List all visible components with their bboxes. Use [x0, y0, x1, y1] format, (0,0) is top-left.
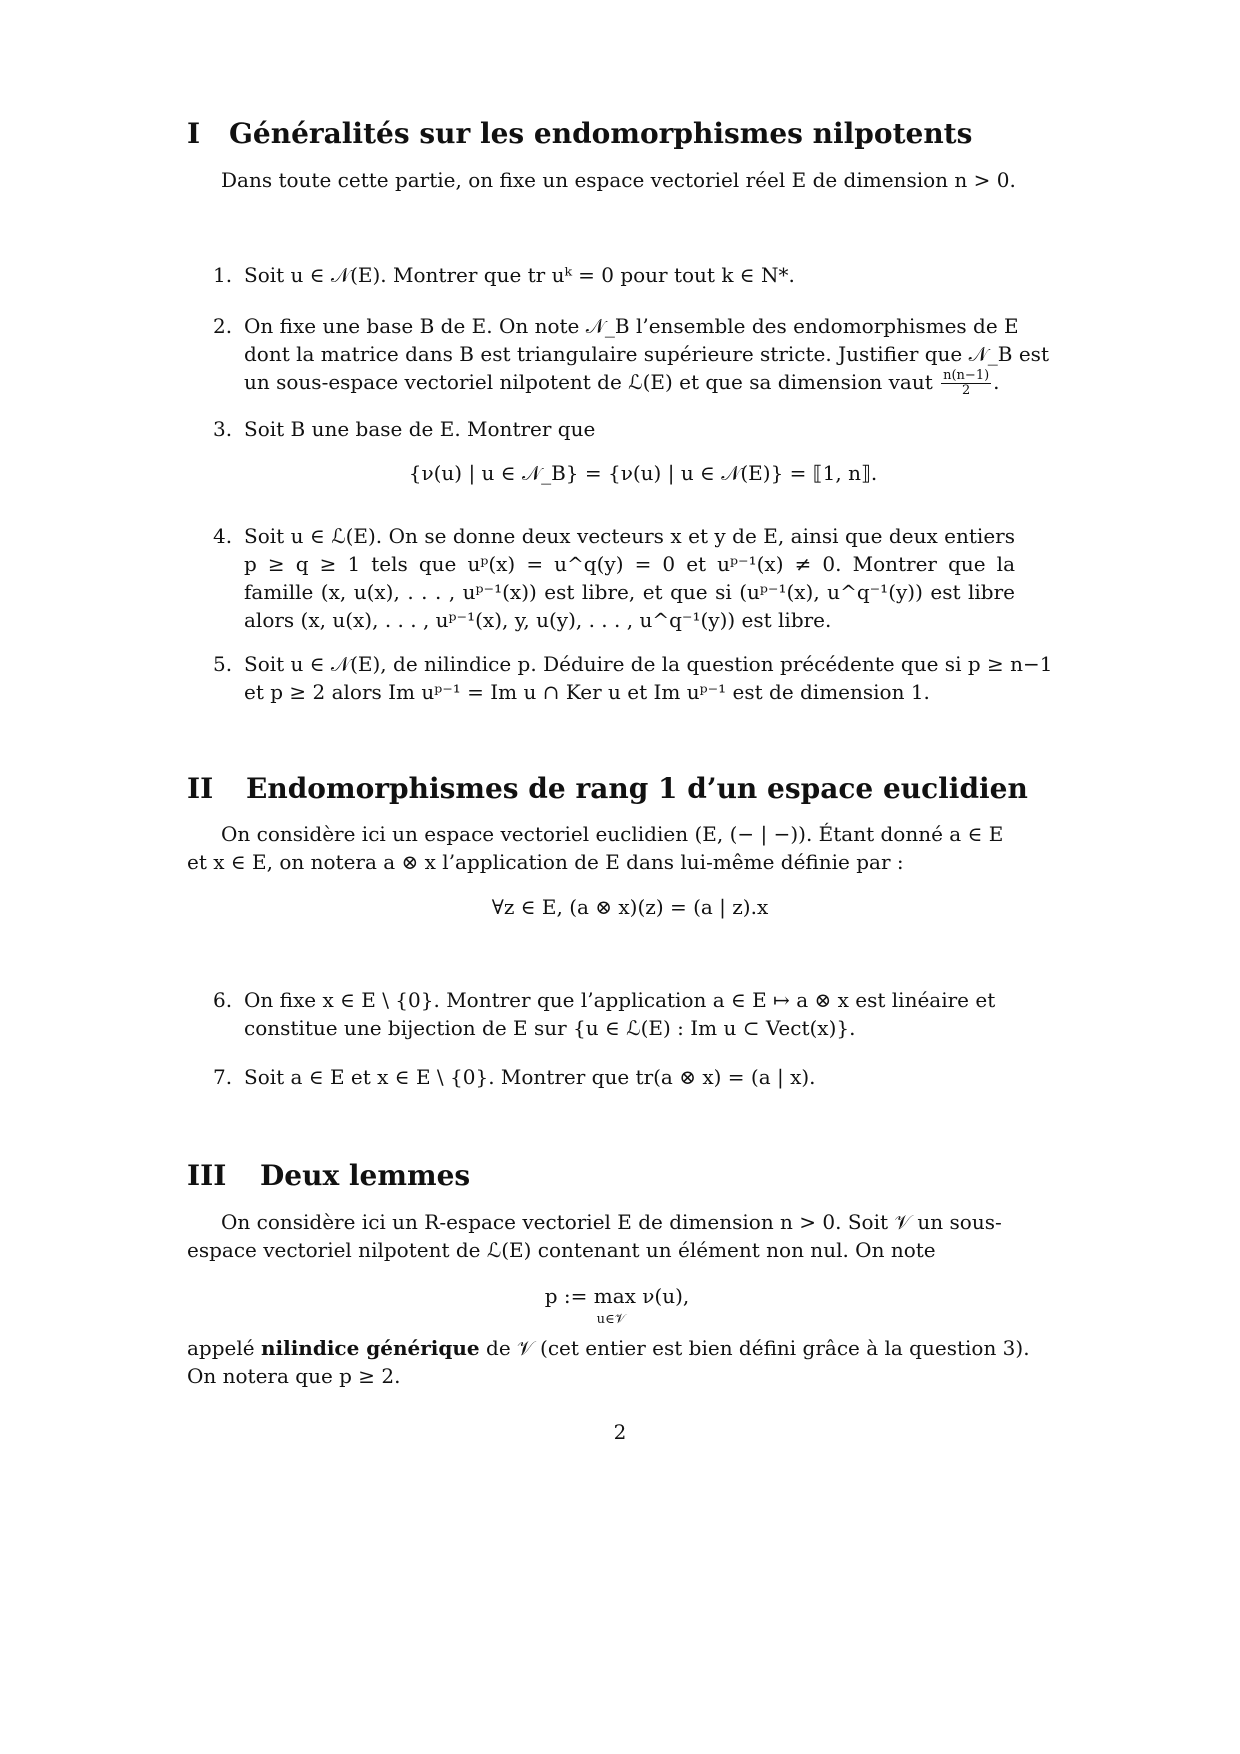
section-heading-1 [187, 117, 973, 150]
section-number: II [187, 772, 214, 805]
question-number: 6. [213, 988, 233, 1012]
question-line: et p ≥ 2 alors Im uᵖ⁻¹ = Im u ∩ Ker u et Im uᵖ⁻¹ est de dimension 1. [244, 680, 930, 704]
question-line: Soit a ∈ E et x ∈ E \ {0}. Montrer que tr(a ⊗ x) = (a | x). [244, 1065, 816, 1089]
question-number: 4. [213, 524, 233, 548]
intro-3-line-3 [187, 1336, 1030, 1360]
section-title: Endomorphismes de rang 1 d’un espace euclidien [246, 772, 1028, 805]
question-line: constitue une bijection de E sur {u ∈ ℒ(E) : Im u ⊂ Vect(x)}. [244, 1016, 856, 1040]
text-run: de 𝒱 (cet entier est bien défini grâce à la question 3). [479, 1336, 1030, 1360]
question-line: dont la matrice dans B est triangulaire supérieure stricte. Justifier que 𝒩_B est [244, 342, 1049, 366]
intro-paragraph-1: Dans toute cette partie, on fixe un espace vectoriel réel E de dimension n > 0. [221, 168, 1016, 192]
display-equation-max [0, 1284, 1237, 1308]
page-number: 2 [613, 1420, 627, 1444]
intro-2-line-2: et x ∈ E, on notera a ⊗ x l’application de E dans lui-même définie par : [187, 850, 904, 874]
question-line: Soit u ∈ 𝒩(E). Montrer que tr uᵏ = 0 pour tout k ∈ N*. [244, 263, 795, 287]
question-line: On fixe une base B de E. On note 𝒩_B l’ensemble des endomorphismes de E [244, 314, 1019, 338]
question-line: p ≥ q ≥ 1 tels que uᵖ(x) = u^q(y) = 0 et uᵖ⁻¹(x) ≠ 0. Montrer que la [244, 552, 1015, 576]
fraction-numerator: n(n−1) [943, 368, 990, 383]
question-line: Soit u ∈ 𝒩(E), de nilindice p. Déduire de la question précédente que si p ≥ n−1 [244, 652, 1053, 676]
question-number: 1. [213, 263, 233, 287]
sentence-end: . [993, 370, 1000, 394]
question-line: Soit B une base de E. Montrer que [244, 417, 596, 441]
question-line-with-fraction [244, 368, 1015, 398]
section-heading-3 [187, 1159, 471, 1192]
intro-3-line-1: On considère ici un R-espace vectoriel E de dimension n > 0. Soit 𝒱 un sous- [221, 1210, 1002, 1234]
question-number: 7. [213, 1065, 233, 1089]
intro-2-line-1: On considère ici un espace vectoriel euclidien (E, (− | −)). Étant donné a ∈ E [221, 822, 1004, 846]
section-number: I [187, 117, 201, 150]
question-line: Soit u ∈ ℒ(E). On se donne deux vecteurs x et y de E, ainsi que deux entiers [244, 524, 1015, 548]
question-line: On fixe x ∈ E \ {0}. Montrer que l’application a ∈ E ↦ a ⊗ x est linéaire et [244, 988, 996, 1012]
max-subscript: u∈𝒱 [596, 1312, 626, 1327]
question-number: 3. [213, 417, 233, 441]
question-line: un sous-espace vectoriel nilpotent de ℒ(E) et que sa dimension vaut [244, 370, 933, 394]
section-title: Deux lemmes [260, 1159, 471, 1192]
display-equation-q3: {ν(u) | u ∈ 𝒩_B} = {ν(u) | u ∈ 𝒩(E)} = ⟦1, n⟧. [408, 461, 878, 485]
bold-term: nilindice générique [260, 1336, 480, 1360]
fraction [941, 369, 991, 398]
display-equation-definition: ∀z ∈ E, (a ⊗ x)(z) = (a | z).x [491, 895, 769, 919]
question-number: 2. [213, 314, 233, 338]
question-line: alors (x, u(x), . . . , uᵖ⁻¹(x), y, u(y), . . . , u^q⁻¹(y)) est libre. [244, 608, 832, 632]
intro-3-line-4: On notera que p ≥ 2. [187, 1364, 401, 1388]
max-expression: p := max ν(u), [544, 1284, 690, 1308]
text-run: appelé [187, 1336, 261, 1360]
fraction-denominator: 2 [962, 383, 971, 398]
section-heading-2 [187, 772, 1028, 805]
question-number: 5. [213, 652, 233, 676]
question-line: famille (x, u(x), . . . , uᵖ⁻¹(x)) est libre, et que si (uᵖ⁻¹(x), u^q⁻¹(y)) est libre [244, 580, 1015, 604]
intro-3-line-2: espace vectoriel nilpotent de ℒ(E) contenant un élément non nul. On note [187, 1238, 936, 1262]
section-number: III [187, 1159, 227, 1192]
section-title: Généralités sur les endomorphismes nilpotents [229, 117, 973, 150]
